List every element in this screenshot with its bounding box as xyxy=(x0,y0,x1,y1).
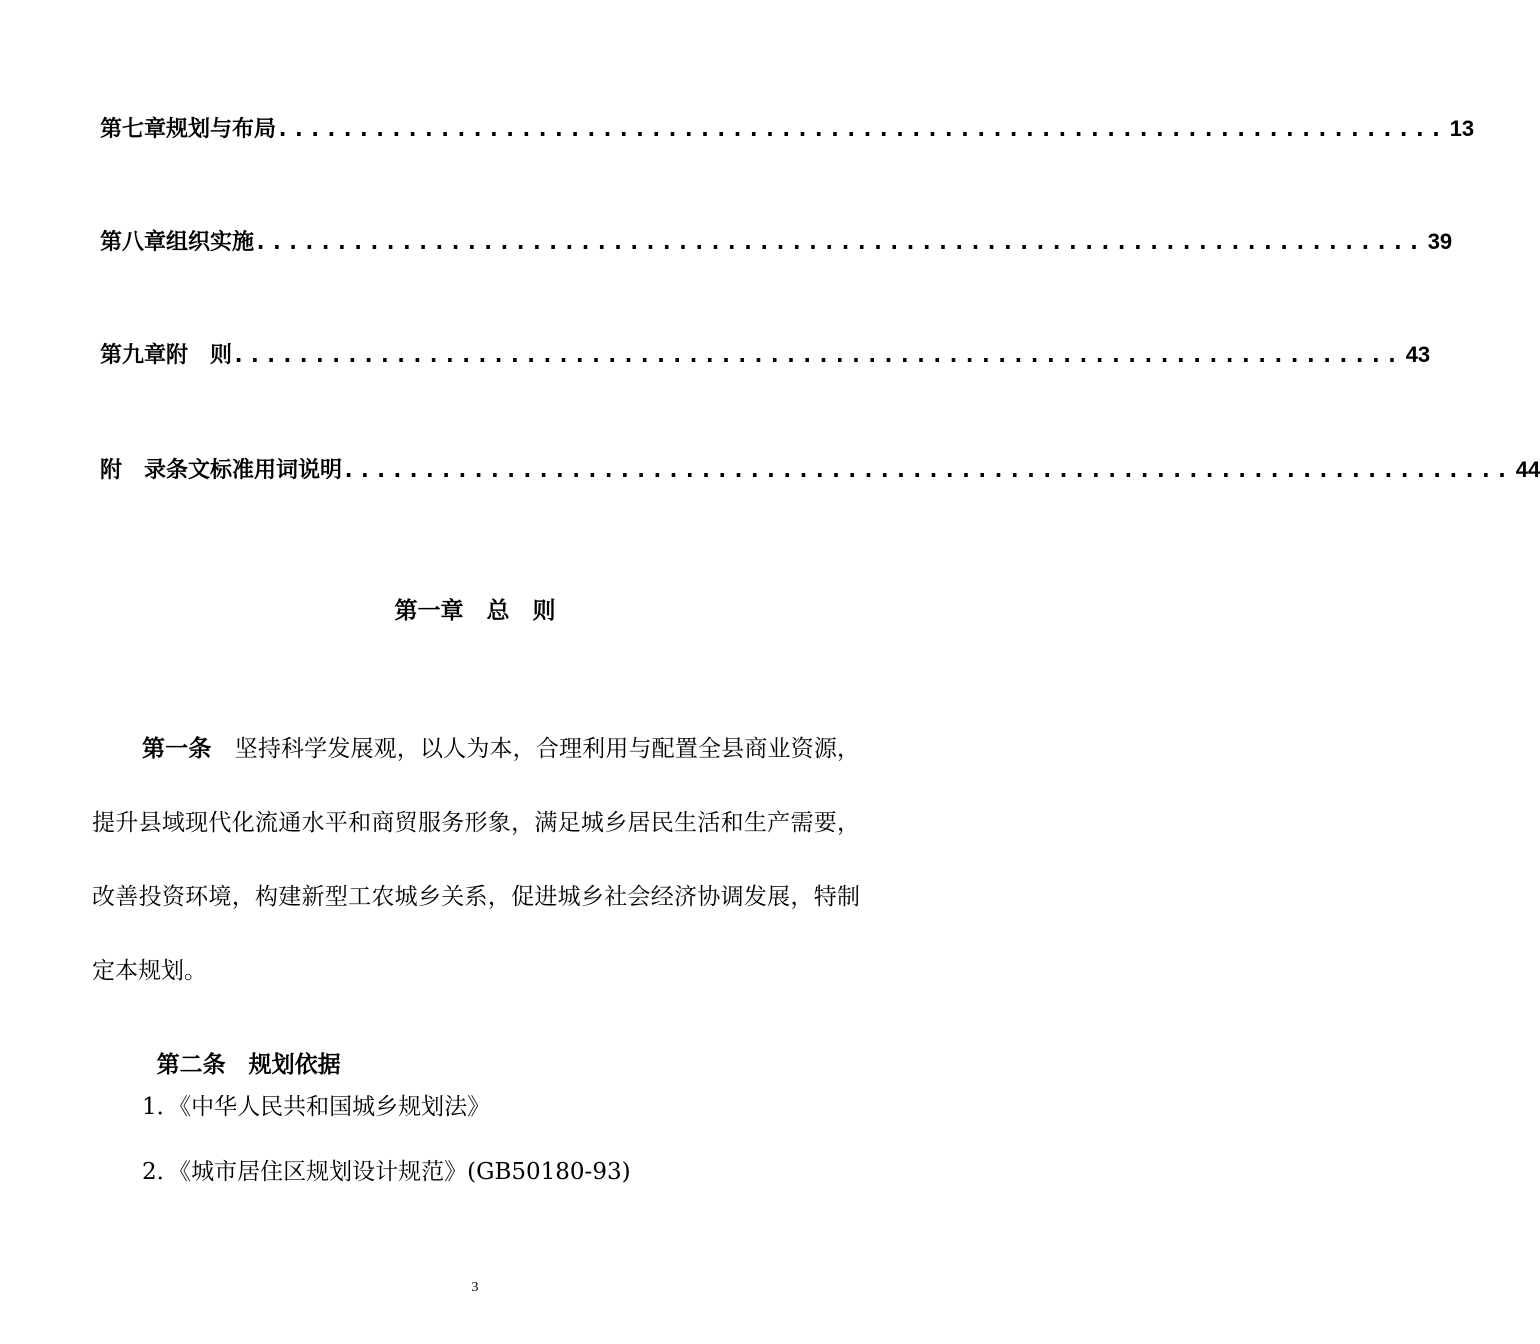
toc-leader: ........................................................................ xyxy=(232,343,1402,368)
toc-title: 规划与布局 xyxy=(166,117,277,142)
chapter-heading: 第一章 总 则 xyxy=(394,598,556,624)
toc-entry-appendix[interactable] xyxy=(100,453,1540,485)
toc-entry-ch8[interactable] xyxy=(100,225,1453,257)
page-number: 3 xyxy=(471,1280,479,1295)
toc-title: 组织实施 xyxy=(166,230,255,255)
toc-chapter-label: 第九章 xyxy=(100,343,167,368)
article-1 xyxy=(92,712,860,1008)
toc-page-number: 39 xyxy=(1427,229,1453,254)
basis-item-2: 2．《城市居住区规划设计规范》(GB50180-93) xyxy=(142,1159,631,1185)
toc-leader: ........................................................................ xyxy=(254,230,1424,255)
article-2-label: 第二条 xyxy=(156,1052,226,1078)
toc-entry-ch7[interactable] xyxy=(100,112,1475,144)
article-2 xyxy=(142,1020,341,1079)
toc-page-number: 44 xyxy=(1515,457,1540,482)
article-1-text: 坚持科学发展观，以人为本，合理利用与配置全县商业资源，提升县域现代化流通水平和商贸服务形象，满足城乡居民生活和生产需要，改善投资环境，构建新型工农城乡关系，促进城乡社会经济协调发展，特制定本规划。 xyxy=(92,736,861,984)
toc-title: 条文标准用词说明 xyxy=(166,458,343,483)
article-1-label: 第一条 xyxy=(142,736,212,762)
toc-page-number: 43 xyxy=(1405,342,1431,367)
toc-chapter-label: 附 录 xyxy=(100,458,167,483)
toc-page-number: 13 xyxy=(1449,116,1475,141)
article-2-title: 规划依据 xyxy=(248,1052,341,1078)
toc-leader: ........................................................................ xyxy=(276,117,1446,142)
toc-entry-ch9[interactable] xyxy=(100,338,1431,370)
toc-leader: ........................................................................ xyxy=(342,458,1512,483)
toc-chapter-label: 第七章 xyxy=(100,117,167,142)
basis-item-1: 1．《中华人民共和国城乡规划法》 xyxy=(142,1094,491,1120)
toc-title: 附 则 xyxy=(166,343,233,368)
toc-chapter-label: 第八章 xyxy=(100,230,167,255)
